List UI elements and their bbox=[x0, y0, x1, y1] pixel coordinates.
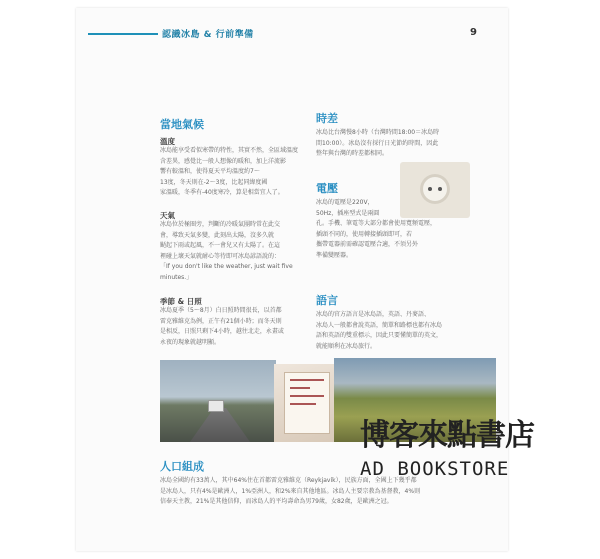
watermark-english: AD BOOKSTORE bbox=[360, 458, 510, 480]
road-bus-photo bbox=[160, 360, 276, 442]
heading-timezone: 時差 bbox=[316, 112, 338, 125]
paragraph-seasons: 冰島夏季（5～8月）白日照時間很長，以首都 雷克雅維克為例，正午有21個小時；而冬天則 是相反，日照只剩下4小時，越往北走，永畫或 永夜的現象就越明顯。 bbox=[160, 307, 284, 346]
paragraph-language: 冰島的官方語言是冰島語，英語、丹麥語、 冰島人一般都會說英語，簡單和路標也都有冰島 語和英語的雙重標示，因此只要懂簡單的英文， 就能順利在冰島旅行。 bbox=[316, 311, 443, 350]
paragraph-temperature: 冰島能享受看似寒帶的特性，其實不然，全區域溫度 含差異，感覺比一般人想像的暖和，加上洋流影 響有較溫和，使得夏天平均溫度約7～ 13度，冬天則在-2～3度，比起同緯度國 家溫暖，冬季有-40度寒冷，算是相當宜人了。 bbox=[160, 147, 299, 196]
watermark-chinese: 博客來點書店 bbox=[360, 418, 534, 453]
document-photo bbox=[274, 364, 336, 442]
paragraph-weather: 冰島位於極圈旁，判斷的冷暖氣團時常在此交 會，導致天氣多變，此刻出太陽，沒多久就 颳起下雨或起風，不一會兒又有太陽了。在這 裡碰上壞天氣就耐心等待即可冰島諺語說的： 「If you don't like the weather, just wait five minutes.」 bbox=[160, 221, 293, 281]
subheading-seasons: 季節 & 日照 bbox=[160, 297, 202, 306]
paragraph-timezone: 冰島比台灣慢8小時（台灣時間18:00＝冰島時 間10:00）。冰島沒有採行日光節約時間，因此 整年與台灣的時差都相同。 bbox=[316, 129, 440, 157]
paragraph-population: 冰島全國約有33萬人，其中64%住在首都雷克雅維克（Reykjavík），民族方面，全國上下幾乎都 是冰島人，只有4%是歐洲人，1%亞洲人，和2%來自其他地區。冰島人主要宗教為基督教，4%則 信奉天主教，21%是其他信仰，而冰島人的平均壽命為男79歲，女82歲，是歐洲之冠。 bbox=[160, 477, 421, 505]
page-number: 9 bbox=[470, 27, 477, 38]
subheading-weather: 天氣 bbox=[160, 211, 175, 220]
socket-photo bbox=[400, 162, 470, 218]
heading-power: 電壓 bbox=[316, 182, 338, 195]
heading-climate: 當地氣候 bbox=[160, 118, 204, 131]
heading-language: 語言 bbox=[316, 294, 338, 307]
header-rule bbox=[88, 33, 158, 35]
header-title: 認識冰島 & 行前準備 bbox=[162, 30, 254, 40]
subheading-temperature: 溫度 bbox=[160, 137, 175, 146]
heading-population: 人口組成 bbox=[160, 460, 204, 473]
paragraph-power: 冰島的電壓是220V， 50Hz，插座型式是兩圓 孔。手機、筆電等大部分都會使用寬頻電壓， 插頭不同的，使用轉接插頭即可，若 攜帶電器前需確認電壓合適，不須另外 準備變壓器。 bbox=[316, 199, 437, 259]
